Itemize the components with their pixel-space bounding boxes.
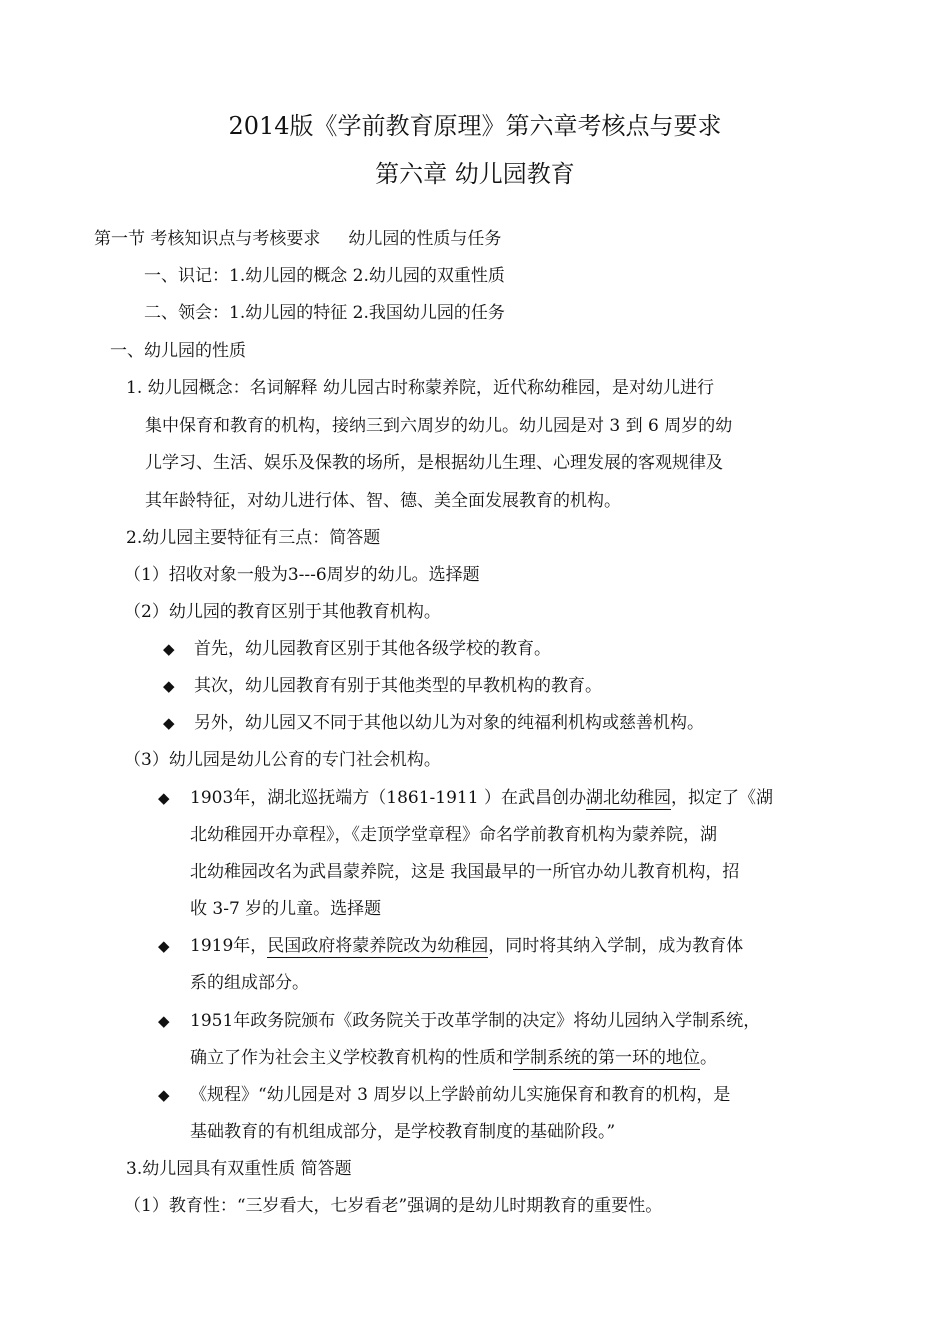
item1-line4: 其年龄特征，对幼儿进行体、智、德、美全面发展教育的机构。 (145, 491, 621, 511)
section-heading-text: 第一节 考核知识点与考核要求 (94, 229, 321, 249)
b3-text-post: 。 (700, 1048, 717, 1068)
item2-point1: （1）招收对象一般为3---6周岁的幼儿。选择题 (124, 565, 480, 585)
b1-underlined: 湖北幼稚园 (585, 788, 671, 808)
bullet-b4-line2: 基础教育的有机组成部分，是学校教育制度的基础阶段。” (190, 1122, 616, 1142)
bullet-b1-line3: 北幼稚园改名为武昌蒙养院，这是 我国最早的一所官办幼儿教育机构，招 (190, 862, 740, 882)
bullet-icon: ◆ (163, 640, 175, 658)
bullet-icon: ◆ (163, 677, 175, 695)
recall-points: 一、识记：1.幼儿园的概念 2.幼儿园的双重性质 (144, 266, 505, 286)
item2-point2: （2）幼儿园的教育区别于其他教育机构。 (124, 602, 441, 622)
b3-text-pre: 确立了作为社会主义学校教育机构的性质和 (190, 1048, 513, 1068)
bullet-icon: ◆ (158, 789, 170, 807)
item1-line3: 儿学习、生活、娱乐及保教的场所，是根据幼儿生理、心理发展的客观规律及 (145, 453, 723, 473)
bullet-icon: ◆ (158, 1012, 170, 1030)
bullet-b1-line1 (190, 787, 773, 809)
item2-point3: （3）幼儿园是幼儿公育的专门社会机构。 (124, 750, 441, 770)
bullet-b2-line1 (190, 935, 743, 957)
part-heading: 一、幼儿园的性质 (110, 341, 246, 361)
b1-text-post: ，拟定了《湖 (670, 788, 773, 808)
b2-underlined: 民国政府将蒙养院改为幼稚园 (267, 936, 489, 956)
bullet-a2: 其次，幼儿园教育有别于其他类型的早教机构的教育。 (194, 676, 602, 696)
item2-heading: 2.幼儿园主要特征有三点：简答题 (126, 528, 381, 548)
item1-line2: 集中保育和教育的机构，接纳三到六周岁的幼儿。幼儿园是对 3 到 6 周岁的幼 (145, 416, 733, 436)
b2-text-pre: 1919年， (190, 936, 268, 956)
b2-text-post: ，同时将其纳入学制，成为教育体 (488, 936, 744, 956)
item1-line1: 1. 幼儿园概念：名词解释 幼儿园古时称蒙养院，近代称幼稚园，是对幼儿进行 (126, 378, 715, 398)
bullet-b3-line1: 1951年政务院颁布《政务院关于改革学制的决定》将幼儿园纳入学制系统， (190, 1011, 761, 1031)
bullet-a1: 首先，幼儿园教育区别于其他各级学校的教育。 (194, 639, 551, 659)
item3-point1: （1）教育性：“三岁看大，七岁看老”强调的是幼儿时期教育的重要性。 (124, 1196, 663, 1216)
bullet-b1-line4: 收 3-7 岁的儿童。选择题 (190, 899, 382, 919)
bullet-b2-line2: 系的组成部分。 (190, 973, 309, 993)
chapter-title: 第六章 幼儿园教育 (375, 160, 575, 188)
comprehend-points: 二、领会：1.幼儿园的特征 2.我国幼儿园的任务 (144, 303, 505, 323)
item3-heading: 3.幼儿园具有双重性质 简答题 (126, 1159, 352, 1179)
bullet-b1-line2: 北幼稚园开办章程》，《走顶学堂章程》命名学前教育机构为蒙养院，湖 (190, 825, 717, 845)
section-topic: 幼儿园的性质与任务 (348, 229, 502, 249)
document-title: 2014版《学前教育原理》第六章考核点与要求 (228, 112, 722, 140)
b3-underlined: 学制系统的第一环的地位 (513, 1048, 700, 1068)
bullet-a3: 另外，幼儿园又不同于其他以幼儿为对象的纯福利机构或慈善机构。 (194, 713, 704, 733)
section-heading (94, 228, 501, 250)
bullet-b4-line1: 《规程》“幼儿园是对 3 周岁以上学龄前幼儿实施保育和教育的机构，是 (190, 1085, 731, 1105)
bullet-icon: ◆ (163, 714, 175, 732)
b1-text-pre: 1903年，湖北巡抚端方（1861-1911 ）在武昌创办 (190, 788, 586, 808)
bullet-icon: ◆ (158, 937, 170, 955)
bullet-b3-line2 (190, 1047, 717, 1069)
bullet-icon: ◆ (158, 1086, 170, 1104)
